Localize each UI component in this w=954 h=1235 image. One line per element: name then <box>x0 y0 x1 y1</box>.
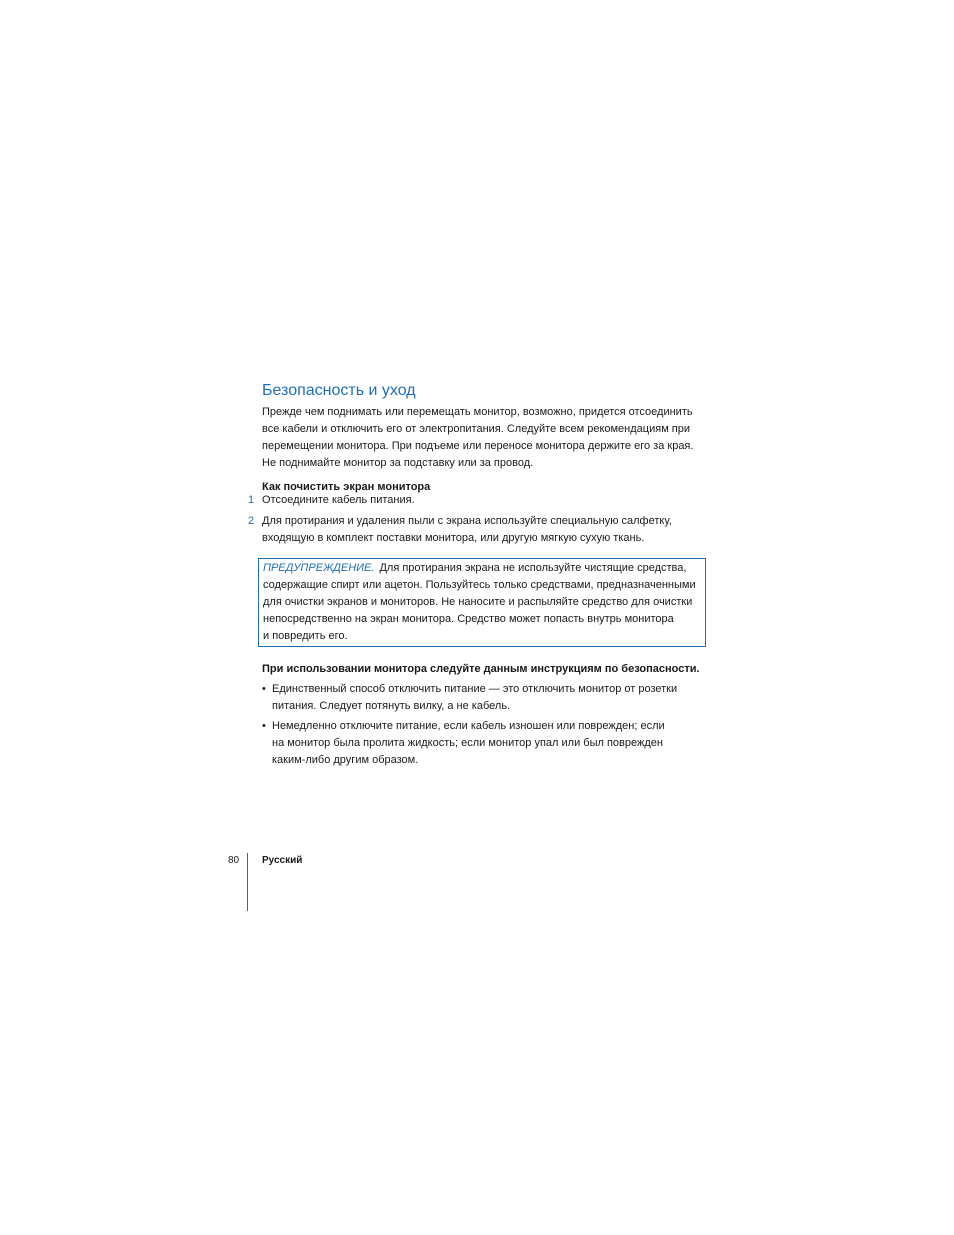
footer-divider <box>247 853 248 911</box>
safety-bullet-2 <box>262 718 712 769</box>
intro-line: Не поднимайте монитор за подставку или за провод. <box>262 457 534 469</box>
warning-line: непосредственно на экран монитора. Средство может попасть внутрь монитора <box>263 613 674 625</box>
safety-heading: При использовании монитора следуйте данным инструкциям по безопасности. <box>262 663 700 675</box>
intro-line: Прежде чем поднимать или перемещать монитор, возможно, придется отсоединить <box>262 406 693 418</box>
bullet-text: каким-либо другим образом. <box>272 754 419 766</box>
warning-line: и повредить его. <box>263 630 348 642</box>
bullet-text: на монитор была пролита жидкость; если монитор упал или был поврежден <box>272 737 663 749</box>
intro-line: перемещении монитора. При подъеме или переносе монитора держите его за края. <box>262 440 694 452</box>
section-title: Безопасность и уход <box>262 382 416 399</box>
step-text: Отсоедините кабель питания. <box>262 494 415 506</box>
step-number: 1 <box>248 494 255 506</box>
step-text: входящую в комплект поставки монитора, или другую мягкую сухую ткань. <box>262 532 645 544</box>
footer-language: Русский <box>262 855 303 866</box>
step-text: Для протирания и удаления пыли с экрана используйте специальную салфетку, <box>262 515 672 527</box>
bullet-text: питания. Следует потянуть вилку, а не кабель. <box>272 700 511 712</box>
safety-bullet-1 <box>262 681 712 715</box>
step-number: 2 <box>248 515 255 527</box>
bullet-text: Немедленно отключите питание, если кабель изношен или поврежден; если <box>272 720 665 732</box>
cleaning-step-2 <box>248 513 712 547</box>
bullet-icon: • <box>262 720 266 732</box>
page-number: 80 <box>228 855 240 866</box>
cleaning-step-1 <box>248 492 712 509</box>
intro-paragraph <box>262 404 712 472</box>
cleaning-heading: Как почистить экран монитора <box>262 481 431 493</box>
warning-line: содержащие спирт или ацетон. Пользуйтесь только средствами, предназначенными <box>263 579 696 591</box>
intro-line: все кабели и отключить его от электропитания. Следуйте всем рекомендациям при <box>262 423 691 435</box>
warning-line: для очистки экранов и мониторов. Не наносите и распыляйте средство для очистки <box>263 596 693 608</box>
warning-first-line <box>263 560 703 577</box>
warning-line: Для протирания экрана не используйте чистящие средства, <box>379 562 687 574</box>
bullet-icon: • <box>262 683 266 695</box>
warning-text <box>263 560 703 645</box>
warning-label: ПРЕДУПРЕЖДЕНИЕ. <box>263 562 375 574</box>
bullet-text: Единственный способ отключить питание — это отключить монитор от розетки <box>272 683 678 695</box>
